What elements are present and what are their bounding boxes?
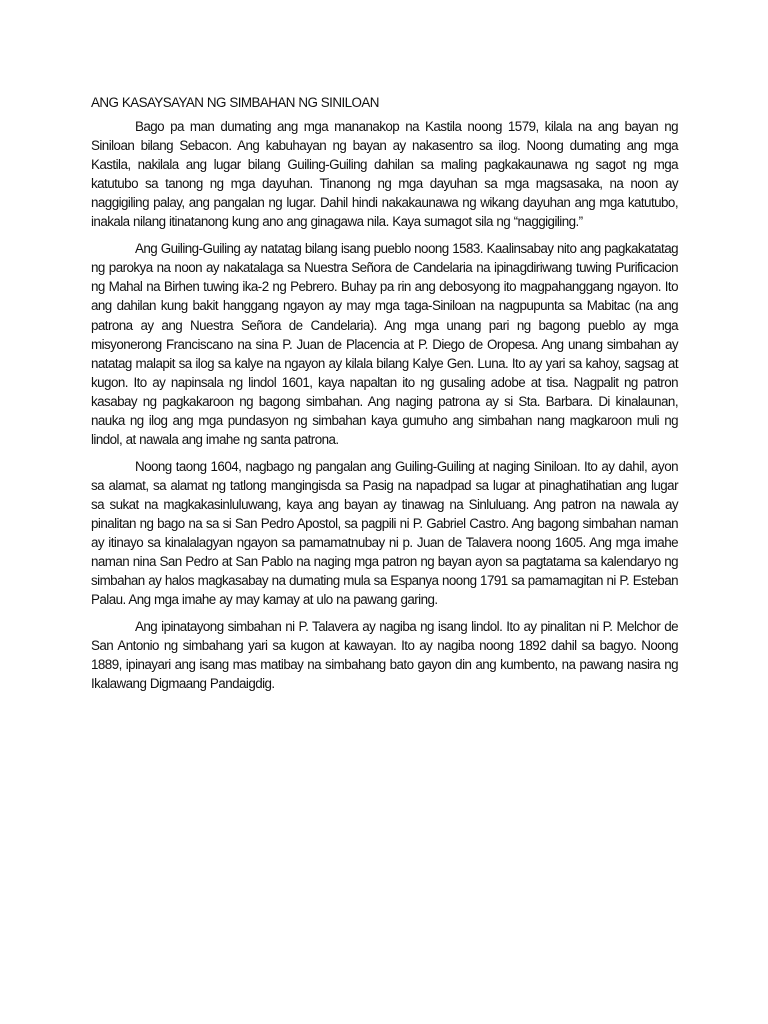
paragraph-2: Ang Guiling-Guiling ay natatag bilang isang pueblo noong 1583. Kaalinsabay nito ang pagkakatatag ng parokya na noon ay nakatalaga sa Nuestra Señora de Candelaria na ipinagdiriwang tuwing Purificacion ng Mahal na Birhen tuwing ika-2 ng Pebrero. Buhay pa rin ang debosyong ito magpahanggang ngayon. Ito ang dahilan kung bakit hanggang ngayon ay may mga taga-Siniloan na nagpupunta sa Mabitac (na ang patrona ay ang Nuestra Señora de Candelaria). Ang mga unang pari ng bagong pueblo ay mga misyonerong Franciscano na sina P. Juan de Placencia at P. Diego de Oropesa. Ang unang simbahan ay natatag malapit sa ilog sa kalye na ngayon ay kilala bilang Kalye Gen. Luna. Ito ay yari sa kahoy, sagsag at kugon. Ito ay napinsala ng lindol 1601, kaya napaltan ito ng gusaling adobe at tisa. Nagpalit ng patron kasabay ng pagkakaroon ng bagong simbahan. Ang naging patrona ay si Sta. Barbara. Di kinalaunan, nauka ng ilog ang mga pundasyon ng simbahan kaya gumuho ang simbahan nang magkaroon muli ng lindol, at nawala ang imahe ng santa patrona. bbox=[91, 241, 678, 447]
paragraph-1: Bago pa man dumating ang mga mananakop na Kastila noong 1579, kilala na ang bayan ng Siniloan bilang Sebacon. Ang kabuhayan ng bayan ay nakasentro sa ilog. Noong dumating ang mga Kastila, nakilala ang lugar bilang Guiling-Guiling dahilan sa maling pagkakaunawa ng sagot ng mga katutubo sa tanong ng mga dayuhan. Tinanong ng mga dayuhan sa mga magsasaka, na noon ay naggigiling palay, ang pangalan ng lugar. Dahil hindi nakakaunawa ng wikang dayuhan ang mga katutubo, inakala nilang itinatanong kung ano ang ginagawa nila. Kaya sumagot sila ng “naggigiling.” bbox=[91, 119, 678, 230]
paragraph-3: Noong taong 1604, nagbago ng pangalan ang Guiling-Guiling at naging Siniloan. Ito ay dahil, ayon sa alamat, sa alamat ng tatlong mangingisda sa Pasig na napadpad sa lugar at pinaghatihatian ang lugar sa sukat na magkakasinluluwang, kaya ang bayan ay tinawag na Sinluluang. Ang patron na nawala ay pinalitan ng bago na sa si San Pedro Apostol, sa pagpili ni P. Gabriel Castro. Ang bagong simbahan naman ay itinayo sa kinalalagyan ngayon sa pamamatnubay ni p. Juan de Talavera noong 1605. Ang mga imahe naman nina San Pedro at San Pablo na naging mga patron ng bayan ayon sa pagtatama sa kalendaryo ng simbahan ay halos magkasabay na dumating mula sa Espanya noong 1791 sa pamamagitan ni P. Esteban Palau. Ang mga imahe ay may kamay at ulo na pawang garing. bbox=[91, 458, 678, 608]
paragraph-4: Ang ipinatayong simbahan ni P. Talavera ay nagiba ng isang lindol. Ito ay pinalitan ni P. Melchor de San Antonio ng simbahang yari sa kugon at kawayan. Ito ay nagiba noong 1892 dahil sa bagyo. Noong 1889, ipinayari ang isang mas matibay na simbahang bato gayon din ang kumbento, na pawang nasira ng Ikalawang Digmaang Pandaigdig. bbox=[91, 619, 678, 692]
document-page bbox=[91, 93, 678, 701]
document-title: ANG KASAYSAYAN NG SIMBAHAN NG SINILOAN bbox=[91, 95, 379, 110]
